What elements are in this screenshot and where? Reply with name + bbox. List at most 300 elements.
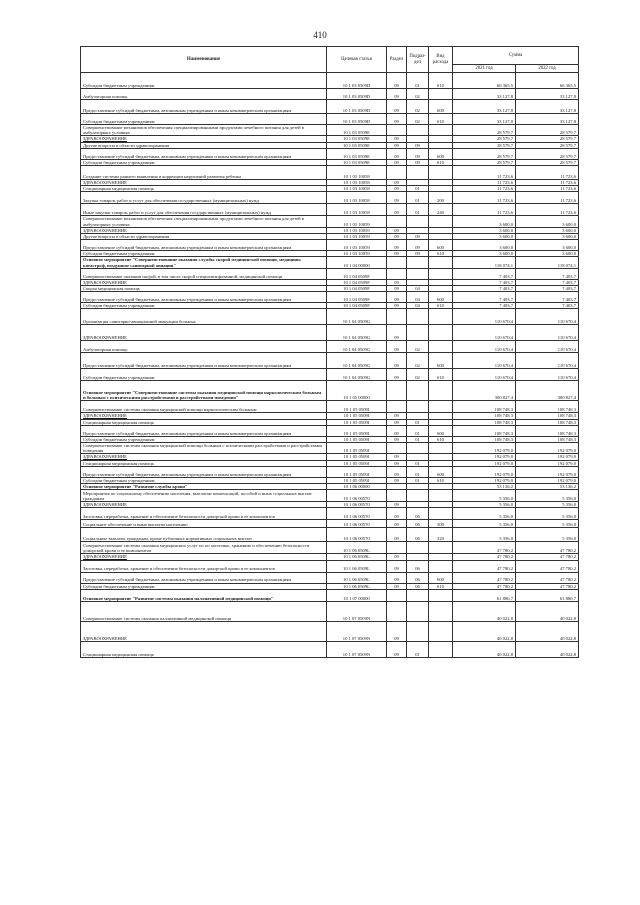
cell-code: 10 1 05 0509I: [327, 419, 387, 425]
cell-sum-2022: 40 022,8: [516, 621, 579, 641]
cell-sum-2021: 7 403,7: [453, 292, 516, 303]
cell-code: 10 1 05 00000: [327, 381, 387, 401]
cell-code: 10 1 04 00000: [327, 257, 387, 268]
cell-section: 09: [387, 413, 407, 419]
cell-code: 10 1 04 0509F: [327, 292, 387, 303]
cell-subsection: 01: [407, 641, 429, 657]
cell-subsection: [407, 216, 429, 227]
cell-expense-type: 600: [429, 292, 453, 303]
table-row: [81, 425, 579, 436]
cell-code: 10 1 04 0509F: [327, 286, 387, 292]
cell-section: 09: [387, 73, 407, 89]
table-body: [81, 73, 579, 658]
cell-name: Совершенствование системы оказания медицинской помощи наркологическим больным: [81, 401, 327, 413]
cell-name: Субсидии бюджетным учреждениям: [81, 477, 327, 483]
cell-expense-type: 200: [429, 192, 453, 204]
cell-expense-type: [429, 166, 453, 180]
cell-expense-type: [429, 589, 453, 601]
cell-section: 09: [387, 419, 407, 425]
cell-name: Мероприятия по социальному обеспечению населения, выплатам компенсаций, пособий и иных социальных выплат гражданам: [81, 490, 327, 502]
cell-code: 10 1 07 0509N: [327, 601, 387, 621]
cell-code: 10 1 03 0509E: [327, 136, 387, 142]
cell-sum-2021: 33 127,8: [453, 114, 516, 125]
cell-name: ЗДРАВООХРАНЕНИЕ: [81, 325, 327, 341]
cell-section: 09: [387, 641, 407, 657]
cell-sum-2022: 33 127,8: [516, 114, 579, 125]
cell-sum-2021: 47 780,2: [453, 560, 516, 572]
cell-name: Другие вопросы в области здравоохранения: [81, 234, 327, 240]
cell-name: Субсидии бюджетным учреждениям: [81, 583, 327, 589]
cell-sum-2021: 5 356,0: [453, 502, 516, 508]
table-row: [81, 89, 579, 100]
cell-sum-2021: 53 136,2: [453, 484, 516, 490]
cell-subsection: [407, 166, 429, 180]
cell-sum-2021: 11 723,6: [453, 166, 516, 180]
cell-name: ЗДРАВООХРАНЕНИЕ: [81, 279, 327, 285]
cell-code: 10 1 04 0509G: [327, 341, 387, 353]
cell-expense-type: [429, 125, 453, 136]
cell-code: 10 1 05 0509J: [327, 443, 387, 454]
cell-sum-2021: 7 403,7: [453, 303, 516, 309]
cell-code: 10 1 06 0509L: [327, 572, 387, 583]
cell-expense-type: 300: [429, 520, 453, 528]
cell-code: 10 1 03 10058: [327, 204, 387, 216]
cell-section: 09: [387, 502, 407, 508]
cell-name: ЗДРАВООХРАНЕНИЕ: [81, 180, 327, 186]
table-row: [81, 216, 579, 227]
header-year-2022: 2022 год: [516, 65, 579, 73]
table-row: [81, 528, 579, 542]
cell-code: 10 1 03 10058: [327, 192, 387, 204]
cell-code: 10 1 03 10059: [327, 234, 387, 240]
cell-section: 09: [387, 204, 407, 216]
cell-section: 09: [387, 292, 407, 303]
cell-expense-type: 600: [429, 148, 453, 159]
header-year-2021: 2021 год: [453, 65, 516, 73]
cell-sum-2022: 11 723,6: [516, 186, 579, 192]
cell-sum-2021: 110 670,4: [453, 325, 516, 341]
cell-sum-2021: 7 403,7: [453, 286, 516, 292]
cell-subsection: 01: [407, 460, 429, 466]
cell-code: 10 1 03 10059: [327, 216, 387, 227]
cell-name: Предоставление субсидий бюджетным, автономным учреждениям и иным некоммерческим организациям: [81, 466, 327, 477]
cell-sum-2021: 192 079,0: [453, 477, 516, 483]
cell-code: 10 1 04 0509G: [327, 369, 387, 381]
cell-section: 09: [387, 353, 407, 369]
cell-section: [387, 443, 407, 454]
cell-section: 09: [387, 180, 407, 186]
cell-sum-2022: 192 079,0: [516, 460, 579, 466]
cell-sum-2022: 33 127,8: [516, 89, 579, 100]
cell-sum-2021: 110 670,4: [453, 309, 516, 325]
cell-section: 09: [387, 436, 407, 442]
table-row: [81, 601, 579, 621]
cell-name: Амбулаторная помощь: [81, 341, 327, 353]
cell-section: 09: [387, 466, 407, 477]
cell-sum-2022: 53 136,2: [516, 484, 579, 490]
cell-sum-2021: 300 827,4: [453, 381, 516, 401]
cell-sum-2022: 7 403,7: [516, 303, 579, 309]
table-row: [81, 268, 579, 279]
cell-sum-2021: 5 356,0: [453, 490, 516, 502]
cell-code: 10 1 06 00000: [327, 484, 387, 490]
cell-expense-type: [429, 621, 453, 641]
cell-section: 09: [387, 227, 407, 233]
cell-name: Совершенствование системы оказания медицинских услуг по по заготовке, хранению и обеспечению безопасности донорской крови и ее компонентов: [81, 542, 327, 554]
cell-sum-2022: 5 356,0: [516, 520, 579, 528]
cell-code: 10 1 03 0509E: [327, 159, 387, 165]
cell-sum-2022: 300 827,4: [516, 381, 579, 401]
table-row: [81, 192, 579, 204]
cell-sum-2021: 5 356,0: [453, 520, 516, 528]
cell-name: Стационарная медицинская помощь: [81, 460, 327, 466]
cell-code: 10 1 04 0509F: [327, 268, 387, 279]
cell-sum-2021: 108 748,3: [453, 413, 516, 419]
cell-sum-2022: 28 579,7: [516, 159, 579, 165]
cell-sum-2022: 11 723,6: [516, 192, 579, 204]
cell-sum-2021: 11 723,6: [453, 186, 516, 192]
cell-section: 09: [387, 114, 407, 125]
cell-name: Скорая медицинская помощь: [81, 286, 327, 292]
cell-subsection: 01: [407, 73, 429, 89]
cell-sum-2022: 40 022,8: [516, 601, 579, 621]
cell-sum-2022: 3 600,0: [516, 216, 579, 227]
table-row: [81, 443, 579, 454]
cell-section: 09: [387, 279, 407, 285]
cell-expense-type: 610: [429, 251, 453, 257]
cell-name: Заготовка, переработка, хранение и обеспечение безопасности донорской крови и ее компонентов: [81, 508, 327, 520]
cell-name: Создание системы раннего выявления и коррекции нарушений развития ребенка: [81, 166, 327, 180]
cell-name: Иные закупки товаров, работ и услуг для обеспечения государственных (муниципальных) нужд: [81, 204, 327, 216]
cell-subsection: 01: [407, 436, 429, 442]
cell-section: 09: [387, 286, 407, 292]
cell-subsection: 09: [407, 240, 429, 251]
cell-sum-2022: 192 079,0: [516, 454, 579, 460]
cell-expense-type: 600: [429, 240, 453, 251]
cell-subsection: [407, 257, 429, 268]
cell-code: 10 1 07 0509N: [327, 641, 387, 657]
table-row: [81, 369, 579, 381]
cell-sum-2022: 7 403,7: [516, 286, 579, 292]
cell-name: Амбулаторная помощь: [81, 89, 327, 100]
cell-sum-2021: 40 022,8: [453, 641, 516, 657]
cell-sum-2022: 3 600,0: [516, 240, 579, 251]
cell-section: [387, 490, 407, 502]
cell-code: 10 1 05 0509J: [327, 460, 387, 466]
table-row: [81, 641, 579, 657]
cell-subsection: 01: [407, 419, 429, 425]
cell-name: Предоставление субсидий бюджетным, автономным учреждениям и иным некоммерческим организациям: [81, 100, 327, 114]
table-row: [81, 572, 579, 583]
cell-sum-2021: 66 365,5: [453, 73, 516, 89]
cell-name: Предоставление субсидий бюджетным, автономным учреждениям и иным некоммерческим организациям: [81, 353, 327, 369]
cell-expense-type: [429, 490, 453, 502]
cell-code: 10 1 05 0509I: [327, 401, 387, 413]
cell-section: 09: [387, 192, 407, 204]
cell-sum-2021: 5 356,0: [453, 528, 516, 542]
table-header: [81, 47, 579, 73]
table-row: [81, 621, 579, 641]
cell-section: 09: [387, 240, 407, 251]
cell-subsection: [407, 542, 429, 554]
cell-subsection: [407, 490, 429, 502]
cell-name: Организация санитарно-авиационной эвакуации больных: [81, 309, 327, 325]
cell-code: 10 1 06 00570: [327, 520, 387, 528]
cell-code: 10 1 06 0509L: [327, 542, 387, 554]
cell-name: Субсидии бюджетным учреждениям: [81, 114, 327, 125]
table-row: [81, 325, 579, 341]
cell-code: 10 1 06 00570: [327, 502, 387, 508]
cell-name: Предоставление субсидий бюджетным, автономным учреждениям и иным некоммерческим организациям: [81, 425, 327, 436]
table-row: [81, 309, 579, 325]
cell-sum-2022: 7 403,7: [516, 292, 579, 303]
cell-sum-2022: 192 079,0: [516, 477, 579, 483]
cell-name: ЗДРАВООХРАНЕНИЕ: [81, 227, 327, 233]
cell-subsection: 01: [407, 186, 429, 192]
cell-code: 10 1 04 0509F: [327, 279, 387, 285]
table-row: [81, 466, 579, 477]
cell-sum-2022: 110 670,4: [516, 369, 579, 381]
cell-code: 10 1 03 0509E: [327, 148, 387, 159]
cell-sum-2022: 108 748,3: [516, 425, 579, 436]
cell-sum-2022: 47 780,2: [516, 560, 579, 572]
cell-code: 10 1 03 0509D: [327, 73, 387, 89]
cell-sum-2022: 192 079,0: [516, 443, 579, 454]
cell-section: 09: [387, 100, 407, 114]
cell-code: 10 1 04 0509G: [327, 353, 387, 369]
cell-section: 09: [387, 554, 407, 560]
cell-sum-2021: 192 079,0: [453, 443, 516, 454]
cell-code: 10 1 06 00570: [327, 508, 387, 520]
cell-sum-2021: 47 780,2: [453, 572, 516, 583]
cell-section: 09: [387, 460, 407, 466]
cell-sum-2021: 47 780,2: [453, 583, 516, 589]
cell-subsection: [407, 381, 429, 401]
header-section: Раздел: [387, 47, 407, 73]
cell-subsection: 06: [407, 560, 429, 572]
cell-sum-2021: 7 403,7: [453, 279, 516, 285]
header-sum: Сумма: [453, 47, 579, 65]
cell-sum-2022: 47 780,2: [516, 572, 579, 583]
cell-subsection: 01: [407, 425, 429, 436]
cell-section: 09: [387, 251, 407, 257]
cell-subsection: [407, 401, 429, 413]
cell-subsection: 04: [407, 292, 429, 303]
cell-section: 09: [387, 572, 407, 583]
cell-subsection: [407, 589, 429, 601]
table-row: [81, 490, 579, 502]
budget-table-container: [80, 46, 578, 658]
cell-subsection: 02: [407, 89, 429, 100]
cell-subsection: 06: [407, 572, 429, 583]
cell-sum-2021: 3 600,0: [453, 216, 516, 227]
cell-name: ЗДРАВООХРАНЕНИЕ: [81, 554, 327, 560]
cell-subsection: 06: [407, 508, 429, 520]
cell-code: 10 1 03 10058: [327, 166, 387, 180]
cell-subsection: 01: [407, 192, 429, 204]
cell-subsection: 09: [407, 234, 429, 240]
cell-sum-2022: 61 880,7: [516, 589, 579, 601]
cell-expense-type: 320: [429, 528, 453, 542]
cell-name: Основное мероприятие "Развитие службы крови": [81, 484, 327, 490]
cell-section: 09: [387, 234, 407, 240]
cell-expense-type: [429, 443, 453, 454]
cell-expense-type: [429, 542, 453, 554]
cell-subsection: [407, 268, 429, 279]
cell-section: 09: [387, 148, 407, 159]
cell-sum-2022: 47 780,2: [516, 542, 579, 554]
cell-section: 09: [387, 477, 407, 483]
cell-expense-type: [429, 309, 453, 325]
cell-code: 10 1 03 10059: [327, 240, 387, 251]
cell-sum-2021: 110 670,4: [453, 369, 516, 381]
cell-sum-2021: 110 670,4: [453, 353, 516, 369]
cell-sum-2022: 28 579,7: [516, 125, 579, 136]
table-row: [81, 257, 579, 268]
cell-name: Субсидии бюджетным учреждениям: [81, 159, 327, 165]
cell-sum-2022: 3 600,0: [516, 227, 579, 233]
cell-sum-2021: 28 579,7: [453, 125, 516, 136]
cell-section: 09: [387, 508, 407, 520]
cell-code: 10 1 03 0509D: [327, 100, 387, 114]
cell-name: Стационарная медицинская помощь: [81, 641, 327, 657]
cell-code: 10 1 07 00000: [327, 589, 387, 601]
cell-code: 10 1 06 0509L: [327, 560, 387, 572]
cell-expense-type: 240: [429, 204, 453, 216]
cell-section: 09: [387, 136, 407, 142]
cell-name: Другие вопросы в области здравоохранения: [81, 142, 327, 148]
cell-subsection: [407, 125, 429, 136]
cell-name: Основное мероприятие "Совершенствование системы оказания медицинской помощи наркологическим больным и больным с психическими расстройствами и расстройствами поведения": [81, 381, 327, 401]
cell-sum-2022: 110 670,4: [516, 353, 579, 369]
cell-expense-type: 610: [429, 73, 453, 89]
cell-section: 09: [387, 325, 407, 341]
cell-sum-2021: 108 748,3: [453, 436, 516, 442]
cell-code: 10 1 03 0509E: [327, 125, 387, 136]
cell-subsection: 02: [407, 341, 429, 353]
cell-expense-type: [429, 601, 453, 621]
cell-sum-2021: 40 022,8: [453, 601, 516, 621]
cell-expense-type: [429, 560, 453, 572]
cell-name: Предоставление субсидий бюджетным, автономным учреждениям и иным некоммерческим организациям: [81, 240, 327, 251]
cell-subsection: 09: [407, 142, 429, 148]
cell-sum-2022: 110 670,4: [516, 341, 579, 353]
cell-expense-type: 610: [429, 436, 453, 442]
cell-sum-2021: 192 079,0: [453, 454, 516, 460]
cell-sum-2022: 3 600,0: [516, 234, 579, 240]
cell-sum-2021: 61 880,7: [453, 589, 516, 601]
cell-expense-type: 610: [429, 583, 453, 589]
cell-sum-2022: 7 403,7: [516, 279, 579, 285]
cell-section: [387, 401, 407, 413]
cell-code: 10 1 05 0509I: [327, 425, 387, 436]
cell-expense-type: 610: [429, 159, 453, 165]
cell-expense-type: 600: [429, 466, 453, 477]
cell-code: 10 1 06 00570: [327, 490, 387, 502]
cell-expense-type: [429, 216, 453, 227]
cell-expense-type: [429, 257, 453, 268]
cell-name: Предоставление субсидий бюджетным, автономным учреждениям и иным некоммерческим организациям: [81, 292, 327, 303]
table-row: [81, 114, 579, 125]
cell-section: 09: [387, 369, 407, 381]
cell-section: 09: [387, 560, 407, 572]
cell-sum-2021: 110 670,4: [453, 341, 516, 353]
cell-name: ЗДРАВООХРАНЕНИЕ: [81, 621, 327, 641]
cell-sum-2021: 28 579,7: [453, 159, 516, 165]
cell-name: ЗДРАВООХРАНЕНИЕ: [81, 502, 327, 508]
cell-subsection: 06: [407, 583, 429, 589]
cell-sum-2022: 5 356,0: [516, 528, 579, 542]
cell-section: 09: [387, 142, 407, 148]
cell-section: [387, 309, 407, 325]
table-row: [81, 508, 579, 520]
cell-code: 10 1 03 10058: [327, 180, 387, 186]
cell-sum-2021: 28 579,7: [453, 136, 516, 142]
cell-sum-2021: 7 403,7: [453, 268, 516, 279]
cell-sum-2022: 7 403,7: [516, 268, 579, 279]
header-name: Наименование: [81, 47, 327, 73]
cell-section: 09: [387, 341, 407, 353]
cell-name: ЗДРАВООХРАНЕНИЕ: [81, 454, 327, 460]
cell-subsection: [407, 309, 429, 325]
cell-code: 10 1 04 0509G: [327, 325, 387, 341]
cell-subsection: 09: [407, 148, 429, 159]
cell-name: Социальные выплаты гражданам, кроме публичных нормативных социальных выплат: [81, 528, 327, 542]
cell-subsection: 02: [407, 114, 429, 125]
cell-section: [387, 381, 407, 401]
cell-sum-2022: 40 022,8: [516, 641, 579, 657]
table-row: [81, 381, 579, 401]
cell-sum-2022: 11 723,6: [516, 180, 579, 186]
cell-name: ЗДРАВООХРАНЕНИЕ: [81, 136, 327, 142]
cell-section: 09: [387, 89, 407, 100]
cell-expense-type: 600: [429, 572, 453, 583]
table-row: [81, 292, 579, 303]
table-row: [81, 240, 579, 251]
cell-code: 10 1 05 0509J: [327, 466, 387, 477]
cell-expense-type: [429, 401, 453, 413]
cell-section: 09: [387, 520, 407, 528]
cell-expense-type: [429, 508, 453, 520]
cell-expense-type: [429, 89, 453, 100]
cell-section: 09: [387, 425, 407, 436]
cell-sum-2021: 3 600,0: [453, 251, 516, 257]
header-expense-type: Вид расхода: [429, 47, 453, 73]
page-number: 410: [313, 30, 327, 40]
table-row: [81, 100, 579, 114]
table-row: [81, 401, 579, 413]
cell-name: Совершенствование системы оказания паллиативной медицинской помощи: [81, 601, 327, 621]
cell-expense-type: 610: [429, 477, 453, 483]
cell-name: Субсидии бюджетным учреждениям: [81, 251, 327, 257]
cell-sum-2021: 3 600,0: [453, 227, 516, 233]
cell-expense-type: [429, 268, 453, 279]
budget-table: [80, 46, 579, 658]
cell-name: Субсидии бюджетным учреждениям: [81, 303, 327, 309]
cell-code: 10 1 05 0509I: [327, 413, 387, 419]
cell-expense-type: 610: [429, 369, 453, 381]
cell-code: 10 1 04 0509F: [327, 303, 387, 309]
cell-sum-2021: 118 074,1: [453, 257, 516, 268]
cell-name: Основное мероприятие "Совершенствование оказания службы скорой медицинской помощи, медицины катастроф, воздушное санитарной авиации": [81, 257, 327, 268]
cell-code: 10 1 06 00570: [327, 528, 387, 542]
cell-name: Совершенствование механизмов обеспечения специализированными продуктами лечебного питания для детей в амбулаторных условиях: [81, 216, 327, 227]
cell-name: Предоставление субсидий бюджетным, автономным учреждениям и иным некоммерческим организациям: [81, 572, 327, 583]
cell-section: [387, 125, 407, 136]
cell-sum-2022: 28 579,7: [516, 148, 579, 159]
cell-sum-2021: 11 723,6: [453, 192, 516, 204]
cell-sum-2022: 28 579,7: [516, 136, 579, 142]
